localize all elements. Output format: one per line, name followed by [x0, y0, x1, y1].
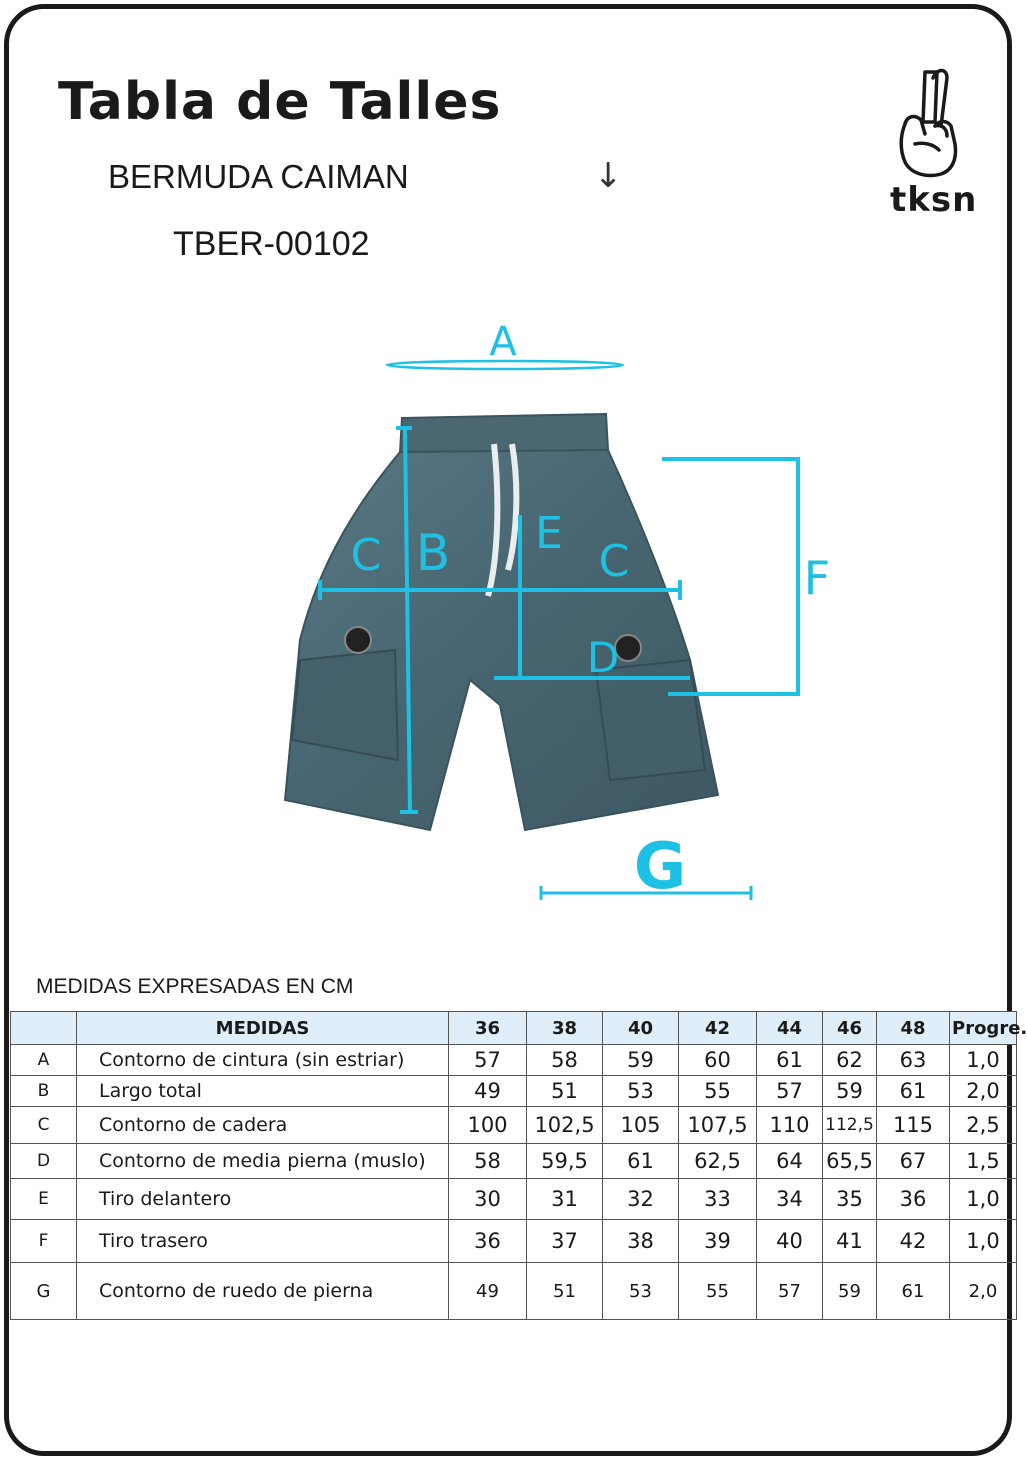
- row-description: Tiro delantero: [77, 1179, 449, 1220]
- cell-progression: 1,0: [950, 1045, 1017, 1076]
- label-d: D: [586, 633, 620, 682]
- row-letter: E: [11, 1179, 77, 1220]
- row-description: Contorno de cintura (sin estriar): [77, 1045, 449, 1076]
- cell-value: 60: [679, 1045, 757, 1076]
- cell-value: 58: [527, 1045, 603, 1076]
- header-letter: [11, 1012, 77, 1045]
- cell-value: 34: [757, 1179, 823, 1220]
- cell-value: 40: [757, 1220, 823, 1263]
- cell-value: 42: [877, 1220, 950, 1263]
- cell-value: 51: [527, 1076, 603, 1107]
- label-g: G: [633, 830, 687, 904]
- cell-progression: 2,0: [950, 1263, 1017, 1320]
- cell-value: 39: [679, 1220, 757, 1263]
- cell-value: 61: [603, 1144, 679, 1179]
- label-e: E: [535, 508, 563, 559]
- row-letter: C: [11, 1107, 77, 1144]
- table-row: [11, 1179, 1017, 1220]
- cell-value: 112,5: [823, 1107, 877, 1144]
- row-description: Contorno de media pierna (muslo): [77, 1144, 449, 1179]
- cell-value: 36: [877, 1179, 950, 1220]
- cell-progression: 2,0: [950, 1076, 1017, 1107]
- label-c-right: C: [598, 536, 630, 587]
- brand-name: tksn: [890, 180, 978, 220]
- header-size: 42: [679, 1012, 757, 1045]
- row-description: Contorno de cadera: [77, 1107, 449, 1144]
- cell-value: 57: [757, 1076, 823, 1107]
- row-letter: A: [11, 1045, 77, 1076]
- cell-value: 61: [877, 1076, 950, 1107]
- cell-value: 59: [603, 1045, 679, 1076]
- row-description: Largo total: [77, 1076, 449, 1107]
- row-description: Contorno de ruedo de pierna: [77, 1263, 449, 1320]
- row-letter: D: [11, 1144, 77, 1179]
- cell-value: 64: [757, 1144, 823, 1179]
- page-title: Tabla de Talles: [58, 72, 502, 132]
- cell-value: 49: [449, 1076, 527, 1107]
- header-size: 46: [823, 1012, 877, 1045]
- cell-value: 35: [823, 1179, 877, 1220]
- cell-value: 33: [679, 1179, 757, 1220]
- cell-value: 55: [679, 1076, 757, 1107]
- table-row: [11, 1263, 1017, 1320]
- cell-value: 55: [679, 1263, 757, 1320]
- table-row: [11, 1220, 1017, 1263]
- cell-value: 36: [449, 1220, 527, 1263]
- table-row: [11, 1045, 1017, 1076]
- shorts-shape: [285, 414, 718, 830]
- cell-value: 63: [877, 1045, 950, 1076]
- cell-progression: 1,0: [950, 1220, 1017, 1263]
- header-size: 38: [527, 1012, 603, 1045]
- cell-progression: 1,0: [950, 1179, 1017, 1220]
- product-name: BERMUDA CAIMAN: [108, 158, 409, 195]
- row-letter: B: [11, 1076, 77, 1107]
- cell-value: 65,5: [823, 1144, 877, 1179]
- units-note: MEDIDAS EXPRESADAS EN CM: [36, 975, 354, 998]
- table-row: [11, 1107, 1017, 1144]
- cell-value: 61: [877, 1263, 950, 1320]
- cell-value: 100: [449, 1107, 527, 1144]
- cell-value: 41: [823, 1220, 877, 1263]
- cell-value: 102,5: [527, 1107, 603, 1144]
- cell-value: 53: [603, 1263, 679, 1320]
- cell-progression: 2,5: [950, 1107, 1017, 1144]
- cell-value: 110: [757, 1107, 823, 1144]
- header-medidas: MEDIDAS: [77, 1012, 449, 1045]
- cell-value: 62: [823, 1045, 877, 1076]
- header-progression: Progre.: [950, 1012, 1017, 1045]
- size-table: [10, 1011, 1027, 1320]
- cell-value: 61: [757, 1045, 823, 1076]
- cell-value: 31: [527, 1179, 603, 1220]
- cell-value: 58: [449, 1144, 527, 1179]
- row-letter: G: [11, 1263, 77, 1320]
- product-code: TBER-00102: [173, 225, 370, 263]
- arrow-down-icon: ↓: [594, 156, 623, 196]
- cell-value: 49: [449, 1263, 527, 1320]
- cell-value: 67: [877, 1144, 950, 1179]
- cell-value: 32: [603, 1179, 679, 1220]
- label-b: B: [415, 524, 451, 582]
- header-size: 44: [757, 1012, 823, 1045]
- header-size: 48: [877, 1012, 950, 1045]
- cell-value: 57: [757, 1263, 823, 1320]
- label-a: A: [489, 319, 517, 365]
- header-size: 36: [449, 1012, 527, 1045]
- cell-value: 53: [603, 1076, 679, 1107]
- table-header-row: [11, 1012, 1017, 1045]
- cell-value: 62,5: [679, 1144, 757, 1179]
- cell-progression: 1,5: [950, 1144, 1017, 1179]
- header-size: 40: [603, 1012, 679, 1045]
- cell-value: 59,5: [527, 1144, 603, 1179]
- cell-value: 30: [449, 1179, 527, 1220]
- row-description: Tiro trasero: [77, 1220, 449, 1263]
- cell-value: 59: [823, 1076, 877, 1107]
- garment-illustration: [0, 300, 1024, 920]
- label-f: F: [803, 551, 831, 605]
- table-row: [11, 1076, 1017, 1107]
- cell-value: 37: [527, 1220, 603, 1263]
- cell-value: 107,5: [679, 1107, 757, 1144]
- cell-value: 51: [527, 1263, 603, 1320]
- cell-value: 38: [603, 1220, 679, 1263]
- cell-value: 115: [877, 1107, 950, 1144]
- cell-value: 105: [603, 1107, 679, 1144]
- table-row: [11, 1144, 1017, 1179]
- label-c-left: C: [350, 530, 382, 581]
- row-letter: F: [11, 1220, 77, 1263]
- cell-value: 59: [823, 1263, 877, 1320]
- cell-value: 57: [449, 1045, 527, 1076]
